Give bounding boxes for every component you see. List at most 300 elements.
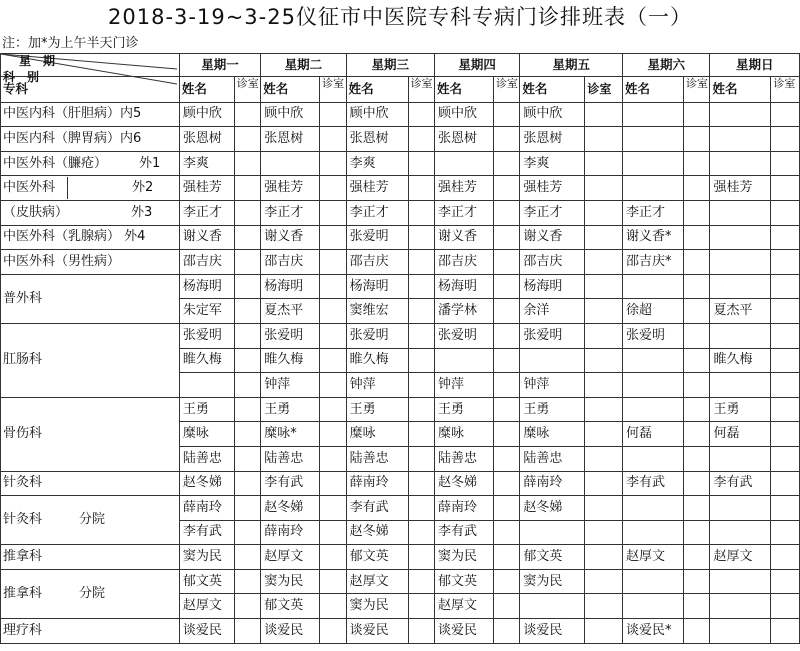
doctor-name-cell xyxy=(623,176,684,201)
day-header: 星期四 xyxy=(435,54,520,77)
doctor-name-cell xyxy=(435,348,494,373)
room-cell xyxy=(493,446,519,471)
room-cell xyxy=(684,323,710,348)
room-cell xyxy=(408,373,434,398)
dept-cell: 中医外科（乳腺病） 外4 xyxy=(1,225,180,250)
room-cell xyxy=(234,200,260,225)
doctor-name-cell xyxy=(710,250,771,275)
room-column-header: 诊室 xyxy=(684,77,710,103)
doctor-name-cell: 李爽 xyxy=(346,151,408,176)
doctor-name-cell xyxy=(520,594,585,619)
schedule-row xyxy=(1,127,800,152)
doctor-name-cell xyxy=(623,373,684,398)
room-cell xyxy=(493,323,519,348)
doctor-name-cell: 李有武 xyxy=(179,520,234,545)
room-cell xyxy=(493,151,519,176)
room-cell xyxy=(771,151,800,176)
doctor-name-cell xyxy=(710,225,771,250)
room-cell xyxy=(320,545,346,570)
doctor-name-cell xyxy=(623,446,684,471)
doctor-name-cell: 何磊 xyxy=(623,422,684,447)
doctor-name-cell xyxy=(710,102,771,127)
doctor-name-cell: 王勇 xyxy=(261,397,320,422)
doctor-name-cell: 郁文英 xyxy=(435,569,494,594)
doctor-name-cell xyxy=(710,594,771,619)
doctor-name-cell xyxy=(623,594,684,619)
dept-cell xyxy=(1,151,180,176)
room-column-header: 诊室 xyxy=(234,77,260,103)
day-header: 星期二 xyxy=(261,54,346,77)
doctor-name-cell xyxy=(623,569,684,594)
doctor-name-cell: 杨海明 xyxy=(261,274,320,299)
room-cell xyxy=(408,200,434,225)
doctor-name-cell: 夏杰平 xyxy=(261,299,320,324)
room-cell xyxy=(585,397,623,422)
room-cell xyxy=(684,397,710,422)
room-cell xyxy=(771,200,800,225)
room-cell xyxy=(320,250,346,275)
doctor-name-cell: 谢义香 xyxy=(520,225,585,250)
room-cell xyxy=(684,151,710,176)
room-cell xyxy=(408,274,434,299)
room-cell xyxy=(771,569,800,594)
doctor-name-cell: 赵厚文 xyxy=(179,594,234,619)
doctor-name-cell: 邵吉庆 xyxy=(346,250,408,275)
doctor-name-cell: 陆善忠 xyxy=(261,446,320,471)
doctor-name-cell xyxy=(623,127,684,152)
doctor-name-cell: 谈爱民 xyxy=(435,619,494,644)
room-cell xyxy=(234,397,260,422)
doctor-name-cell: 李有武 xyxy=(346,496,408,521)
doctor-name-cell: 杨海明 xyxy=(346,274,408,299)
room-cell xyxy=(493,225,519,250)
room-cell xyxy=(684,619,710,644)
doctor-name-cell: 顾中欣 xyxy=(179,102,234,127)
room-cell xyxy=(684,127,710,152)
doctor-name-cell: 赵厚文 xyxy=(623,545,684,570)
dept-room-code: 外1 xyxy=(139,155,161,171)
dept-cell: 普外科 xyxy=(1,274,180,323)
room-cell xyxy=(585,520,623,545)
doctor-name-cell: 睢久梅 xyxy=(710,348,771,373)
room-cell xyxy=(771,520,800,545)
doctor-name-cell: 钟萍 xyxy=(435,373,494,398)
doctor-name-cell: 赵冬娣 xyxy=(435,471,494,496)
room-cell xyxy=(320,569,346,594)
doctor-name-cell xyxy=(179,373,234,398)
room-cell xyxy=(320,299,346,324)
doctor-name-cell: 赵冬娣 xyxy=(261,496,320,521)
room-cell xyxy=(771,373,800,398)
room-cell xyxy=(585,225,623,250)
room-cell xyxy=(771,545,800,570)
room-cell xyxy=(320,102,346,127)
room-cell xyxy=(320,520,346,545)
schedule-row xyxy=(1,102,800,127)
doctor-name-cell xyxy=(710,619,771,644)
name-column-header: 姓名 xyxy=(179,77,234,103)
dept-cell: 中医内科（肝胆病）内5 xyxy=(1,102,180,127)
room-cell xyxy=(234,299,260,324)
doctor-name-cell: 钟萍 xyxy=(520,373,585,398)
doctor-name-cell: 赵冬娣 xyxy=(179,471,234,496)
room-cell xyxy=(684,102,710,127)
room-cell xyxy=(493,496,519,521)
doctor-name-cell: 谈爱民 xyxy=(179,619,234,644)
room-cell xyxy=(408,225,434,250)
name-column-header: 姓名 xyxy=(623,77,684,103)
room-cell xyxy=(234,127,260,152)
doctor-name-cell xyxy=(623,520,684,545)
dept-name: 针灸科 xyxy=(3,512,43,528)
doctor-name-cell: 李有武 xyxy=(710,471,771,496)
doctor-name-cell: 强桂芳 xyxy=(520,176,585,201)
room-cell xyxy=(493,299,519,324)
room-cell xyxy=(493,274,519,299)
doctor-name-cell: 王勇 xyxy=(520,397,585,422)
room-cell xyxy=(585,348,623,373)
dept-cell xyxy=(1,496,180,545)
dept-cell xyxy=(1,176,180,201)
name-column-header: 姓名 xyxy=(261,77,320,103)
room-cell xyxy=(234,151,260,176)
room-cell xyxy=(408,569,434,594)
doctor-name-cell: 李爽 xyxy=(179,151,234,176)
dept-name: 推拿科 xyxy=(3,585,43,601)
dept-room-code: 外2 xyxy=(132,180,154,196)
doctor-name-cell xyxy=(623,348,684,373)
room-cell xyxy=(320,594,346,619)
room-cell xyxy=(320,373,346,398)
room-cell xyxy=(585,176,623,201)
room-column-header: 诊室 xyxy=(408,77,434,103)
doctor-name-cell: 谈爱民* xyxy=(623,619,684,644)
room-cell xyxy=(234,569,260,594)
room-cell xyxy=(585,274,623,299)
doctor-name-cell: 郁文英 xyxy=(520,545,585,570)
doctor-name-cell: 王勇 xyxy=(179,397,234,422)
room-cell xyxy=(585,127,623,152)
room-cell xyxy=(320,397,346,422)
room-cell xyxy=(585,250,623,275)
room-cell xyxy=(684,422,710,447)
day-header: 星期六 xyxy=(623,54,710,77)
schedule-row xyxy=(1,619,800,644)
doctor-name-cell xyxy=(710,569,771,594)
doctor-name-cell: 强桂芳 xyxy=(710,176,771,201)
doctor-name-cell xyxy=(623,274,684,299)
dept-column-header: 专科 xyxy=(1,77,180,103)
doctor-name-cell: 薛南玲 xyxy=(346,471,408,496)
schedule-row xyxy=(1,471,800,496)
doctor-name-cell: 陆善忠 xyxy=(346,446,408,471)
page-title: 2018-3-19~3-25仪征市中医院专科专病门诊排班表（一） xyxy=(108,5,692,29)
room-cell xyxy=(408,520,434,545)
room-cell xyxy=(585,422,623,447)
doctor-name-cell: 糜咏 xyxy=(179,422,234,447)
doctor-name-cell: 邵吉庆 xyxy=(435,250,494,275)
schedule-row xyxy=(1,274,800,299)
room-cell xyxy=(320,151,346,176)
doctor-name-cell: 钟萍 xyxy=(261,373,320,398)
doctor-name-cell: 杨海明 xyxy=(520,274,585,299)
doctor-name-cell: 陆善忠 xyxy=(520,446,585,471)
room-cell xyxy=(684,250,710,275)
room-cell xyxy=(585,594,623,619)
room-cell xyxy=(771,619,800,644)
doctor-name-cell xyxy=(710,323,771,348)
room-cell xyxy=(320,127,346,152)
room-cell xyxy=(408,176,434,201)
doctor-name-cell xyxy=(710,200,771,225)
doctor-name-cell: 薛南玲 xyxy=(435,496,494,521)
schedule-row xyxy=(1,176,800,201)
schedule-row xyxy=(1,569,800,594)
room-cell xyxy=(493,348,519,373)
room-cell xyxy=(320,323,346,348)
doctor-name-cell: 糜咏 xyxy=(435,422,494,447)
dept-cell: 骨伤科 xyxy=(1,397,180,471)
doctor-name-cell: 窦为民 xyxy=(261,569,320,594)
name-column-header: 姓名 xyxy=(346,77,408,103)
dept-branch-label: 分院 xyxy=(79,585,106,601)
day-header: 星期三 xyxy=(346,54,434,77)
dept-cell xyxy=(1,569,180,618)
doctor-name-cell: 薛南玲 xyxy=(261,520,320,545)
doctor-name-cell: 谢义香 xyxy=(435,225,494,250)
room-cell xyxy=(320,200,346,225)
doctor-name-cell: 强桂芳 xyxy=(179,176,234,201)
room-column-header: 诊室 xyxy=(320,77,346,103)
doctor-name-cell: 顾中欣 xyxy=(520,102,585,127)
corner-dept-label: 科 别 xyxy=(3,70,40,84)
dept-cell: 中医外科（男性病） xyxy=(1,250,180,275)
room-cell xyxy=(771,471,800,496)
day-header: 星期五 xyxy=(520,54,623,77)
room-cell xyxy=(771,323,800,348)
doctor-name-cell: 李有武 xyxy=(261,471,320,496)
doctor-name-cell xyxy=(520,520,585,545)
room-cell xyxy=(771,274,800,299)
room-cell xyxy=(408,397,434,422)
room-cell xyxy=(585,102,623,127)
doctor-name-cell: 张爱明 xyxy=(435,323,494,348)
room-cell xyxy=(684,176,710,201)
room-cell xyxy=(408,619,434,644)
room-cell xyxy=(408,102,434,127)
room-cell xyxy=(771,348,800,373)
room-cell xyxy=(408,348,434,373)
room-cell xyxy=(234,373,260,398)
doctor-name-cell: 谢义香 xyxy=(179,225,234,250)
doctor-name-cell: 张爱明 xyxy=(520,323,585,348)
room-cell xyxy=(408,545,434,570)
dept-name: 中医外科（臁疮） xyxy=(3,155,108,171)
doctor-name-cell xyxy=(623,397,684,422)
schedule-row xyxy=(1,200,800,225)
doctor-name-cell: 潘学林 xyxy=(435,299,494,324)
room-cell xyxy=(320,348,346,373)
room-cell xyxy=(771,250,800,275)
doctor-name-cell: 邵吉庆 xyxy=(261,250,320,275)
schedule-row xyxy=(1,545,800,570)
room-cell xyxy=(493,569,519,594)
doctor-name-cell: 徐超 xyxy=(623,299,684,324)
doctor-name-cell: 窦维宏 xyxy=(346,299,408,324)
room-cell xyxy=(493,176,519,201)
doctor-name-cell: 张恩树 xyxy=(346,127,408,152)
doctor-name-cell: 谢义香* xyxy=(623,225,684,250)
doctor-name-cell: 王勇 xyxy=(435,397,494,422)
room-cell xyxy=(234,496,260,521)
doctor-name-cell xyxy=(623,496,684,521)
doctor-name-cell: 李正才 xyxy=(346,200,408,225)
dept-cell: 理疗科 xyxy=(1,619,180,644)
room-cell xyxy=(493,471,519,496)
room-cell xyxy=(234,250,260,275)
doctor-name-cell: 王勇 xyxy=(346,397,408,422)
doctor-name-cell xyxy=(710,127,771,152)
dept-cell: 针灸科 xyxy=(1,471,180,496)
doctor-name-cell: 李有武 xyxy=(623,471,684,496)
room-column-header: 诊室 xyxy=(493,77,519,103)
room-cell xyxy=(585,569,623,594)
doctor-name-cell: 顾中欣 xyxy=(261,102,320,127)
doctor-name-cell: 睢久梅 xyxy=(346,348,408,373)
room-cell xyxy=(684,225,710,250)
doctor-name-cell: 张恩树 xyxy=(520,127,585,152)
schedule-row xyxy=(1,496,800,521)
dept-branch-label: 分院 xyxy=(79,512,106,528)
doctor-name-cell: 赵厚文 xyxy=(435,594,494,619)
room-cell xyxy=(585,545,623,570)
doctor-name-cell: 赵厚文 xyxy=(346,569,408,594)
room-cell xyxy=(771,397,800,422)
doctor-name-cell: 张爱明 xyxy=(179,323,234,348)
room-cell xyxy=(234,102,260,127)
doctor-name-cell: 王勇 xyxy=(710,397,771,422)
room-cell xyxy=(234,545,260,570)
doctor-name-cell: 赵冬娣 xyxy=(346,520,408,545)
room-cell xyxy=(493,250,519,275)
room-cell xyxy=(408,496,434,521)
room-cell xyxy=(771,422,800,447)
room-cell xyxy=(408,422,434,447)
room-cell xyxy=(684,569,710,594)
room-cell xyxy=(408,323,434,348)
room-cell xyxy=(684,274,710,299)
room-cell xyxy=(585,619,623,644)
room-cell xyxy=(585,299,623,324)
name-column-header: 姓名 xyxy=(710,77,771,103)
doctor-name-cell: 糜咏 xyxy=(520,422,585,447)
room-cell xyxy=(585,373,623,398)
doctor-name-cell: 糜咏* xyxy=(261,422,320,447)
doctor-name-cell: 窦为民 xyxy=(520,569,585,594)
room-cell xyxy=(408,127,434,152)
doctor-name-cell: 睢久梅 xyxy=(261,348,320,373)
doctor-name-cell: 陆善忠 xyxy=(179,446,234,471)
room-cell xyxy=(493,619,519,644)
doctor-name-cell: 顾中欣 xyxy=(435,102,494,127)
schedule-row xyxy=(1,397,800,422)
room-cell xyxy=(771,299,800,324)
room-cell xyxy=(585,151,623,176)
room-cell xyxy=(585,446,623,471)
room-cell xyxy=(684,200,710,225)
day-header: 星期日 xyxy=(710,54,800,77)
doctor-name-cell: 谈爱民 xyxy=(346,619,408,644)
room-cell xyxy=(493,545,519,570)
room-cell xyxy=(585,496,623,521)
name-column-header: 姓名 xyxy=(520,77,585,103)
room-cell xyxy=(408,151,434,176)
doctor-name-cell: 李爽 xyxy=(520,151,585,176)
doctor-name-cell: 郁文英 xyxy=(179,569,234,594)
doctor-name-cell xyxy=(710,373,771,398)
room-cell xyxy=(585,200,623,225)
doctor-name-cell: 朱定军 xyxy=(179,299,234,324)
room-cell xyxy=(234,348,260,373)
room-cell xyxy=(493,373,519,398)
room-cell xyxy=(408,446,434,471)
room-cell xyxy=(320,274,346,299)
schedule-note: 注：加*为上午半天门诊 xyxy=(2,36,139,51)
room-cell xyxy=(771,127,800,152)
doctor-name-cell: 张爱明 xyxy=(623,323,684,348)
doctor-name-cell: 张爱明 xyxy=(346,323,408,348)
dept-cell xyxy=(1,200,180,225)
doctor-name-cell: 郁文英 xyxy=(261,594,320,619)
room-cell xyxy=(771,176,800,201)
room-cell xyxy=(684,348,710,373)
room-cell xyxy=(493,127,519,152)
doctor-name-cell: 杨海明 xyxy=(435,274,494,299)
room-column-header: 诊室 xyxy=(585,77,623,103)
room-cell xyxy=(234,594,260,619)
doctor-name-cell xyxy=(710,496,771,521)
room-cell xyxy=(684,471,710,496)
doctor-name-cell: 窦为民 xyxy=(346,594,408,619)
doctor-name-cell: 李正才 xyxy=(435,200,494,225)
doctor-name-cell: 李正才 xyxy=(520,200,585,225)
room-cell xyxy=(771,496,800,521)
room-cell xyxy=(493,397,519,422)
doctor-name-cell: 窦为民 xyxy=(179,545,234,570)
doctor-name-cell: 邵吉庆 xyxy=(520,250,585,275)
room-cell xyxy=(320,471,346,496)
room-cell xyxy=(408,250,434,275)
room-cell xyxy=(234,323,260,348)
room-cell xyxy=(684,446,710,471)
room-cell xyxy=(320,496,346,521)
doctor-name-cell xyxy=(623,102,684,127)
room-cell xyxy=(320,446,346,471)
room-cell xyxy=(585,471,623,496)
doctor-name-cell: 张爱明 xyxy=(346,225,408,250)
room-cell xyxy=(320,176,346,201)
room-cell xyxy=(684,594,710,619)
room-cell xyxy=(234,446,260,471)
doctor-name-cell: 薛南玲 xyxy=(179,496,234,521)
dept-name: （皮肤病） xyxy=(3,204,69,220)
doctor-name-cell: 赵厚文 xyxy=(710,545,771,570)
doctor-name-cell: 谈爱民 xyxy=(520,619,585,644)
dept-room-code: 外3 xyxy=(131,204,153,220)
dept-cell: 肛肠科 xyxy=(1,323,180,397)
doctor-name-cell: 强桂芳 xyxy=(261,176,320,201)
doctor-name-cell: 张恩树 xyxy=(435,127,494,152)
